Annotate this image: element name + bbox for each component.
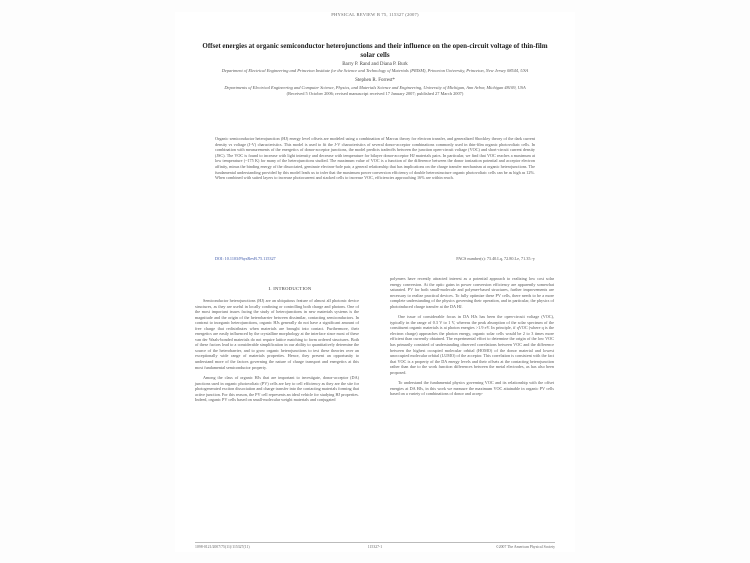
- footer-copyright: ©2007 The American Physical Society: [495, 545, 555, 549]
- abstract: Organic semiconductor heterojunction (HJ) energy level offsets are modeled using a combination of Marcus theory for electron transfer, and generalized Shockley theory of the dark current density vs voltage (J-V) characteristics. This model is used to fit the J-V characteristics of several donor-acceptor combinations commonly used in thin-film organic photovoltaic cells. In combination with measurements of the energetics of donor-acceptor junctions, the model predicts tradeoffs between the junction open-circuit voltage (VOC) and short-circuit current density (JSC). The VOC is found to increase with light intensity and decrease with temperature for bilayer donor-acceptor HJ materials pairs. In particular, we find that VOC reaches a maximum at low temperature (~175 K) for many of the heterojunctions studied. The maximum value of VOC is a function of the difference between the donor ionization potential and acceptor electron affinity, minus the binding energy of the dissociated, geminate electron-hole pair, a general relationship that has implications on the charge transfer mechanism at organic heterojunctions. The fundamental understanding provided by this model leads us to infer that the maximum power conversion efficiency of double heterostructure organic photovoltaic cells can be as high as 12%. When combined with suited layers to increase photocurrent and stacked cells to increase VOC, efficiencies approaching 16% are within reach.: [215, 136, 535, 181]
- section-heading-introduction: I. INTRODUCTION: [268, 286, 312, 291]
- paragraph: Among the class of organic HJs that are important to investigate, donor-acceptor (DA) junctions used in organic photovoltaic (PV) cells are key to cell efficiency as they are the site for photogenerated exciton dissociation and charge transfer into the contacting materials forming that active junction. For this reason, the PV cell represents an ideal vehicle for studying HJ properties. Indeed, organic PV cells based on small-molecular weight materials and conjugated: [195, 375, 359, 403]
- received-dates: (Received 5 October 2006; revised manuscript received 17 January 2007; published 27 March 2007): [286, 90, 464, 96]
- authors-group-2: Stephen R. Forrest*: [355, 78, 395, 84]
- doi-link[interactable]: DOI: 10.1103/PhysRevB.75.115327: [215, 256, 276, 261]
- paragraph: One issue of considerable focus in DA HJs has been the open-circuit voltage (VOC), typically in the range of 0.3 V to 1 V, whereas the peak absorption of the solar spectrum of the constituent organic materials is at photon energies >1.9 eV. In principle, if qVOC (where q is the electron charge) approaches the photon energy, organic solar cells would be 2 to 3 times more efficient than currently obtained. The experimental effort to determine the origin of the low VOC has primarily consisted of understanding observed correlations between VOC and the difference between the highest occupied molecular orbital (HOMO) of the donor material and lowest unoccupied molecular orbital (LUMO) of the acceptor. This correlation is consistent with the fact that VOC is a property of the DA energy levels and their offsets at the contacting heterojunction rather than due to the work function differences between the metal electrodes, as has also been proposed.: [390, 314, 554, 375]
- footer-page-number: 115327-1: [367, 545, 383, 549]
- author-block: [195, 62, 555, 97]
- paragraph: Semiconductor heterojunctions (HJ) are an ubiquitous feature of almost all photonic device structures, as they are useful in locally confining or controlling both charge and photons. One of the most important issues facing the study of heterojunctions in new materials systems is the magnitude and the origin of the heterobarrier between dissimilar, contacting semiconductors. In contrast to inorganic heterojunctions, organic HJs generally do not have a significant amount of free charge that redistributes when materials are brought into contact. Furthermore, their energetics are easily influenced by the crystalline morphology at the interface since most of these van der Waals-bonded materials do not require lattice matching to form ordered structures. Both of these factors lead to a considerable simplification in our ability to quantitatively determine the source of the heterobarrier, and to grow organic heterojunctions to test these theories over an exceptionally wide range of materials properties. Hence, they present an opportunity to understand more of the factors governing the nature of charge transport and energetics at this most fundamental semiconductor property.: [195, 298, 359, 370]
- pacs-numbers: PACS number(s): 73.40.Lq, 72.80.Le, 71.35.-y: [456, 256, 535, 261]
- affiliation-2: Departments of Electrical Engineering and Computer Science, Physics, and Materials Science and Engineering, University of Michigan, Ann Arbor, Michigan 48109, USA: [224, 84, 526, 90]
- page-footer: [195, 545, 555, 552]
- authors-group-1: Barry P. Rand and Diana P. Burk: [342, 62, 408, 67]
- paragraph: To understand the fundamental physics governing VOC and its relationship with the offset energies at DA HJs, in this work we measure the maximum VOC attainable in organic PV cells based on a variety of combinations of donor and accep-: [390, 380, 554, 397]
- footer-divider: [195, 542, 555, 543]
- paper-page: [175, 12, 575, 552]
- affiliation-1: Department of Electrical Engineering and Princeton Institute for the Science and Technology of Materials (PRISM), Princeton University, Princeton, New Jersey 08544, USA: [221, 68, 529, 74]
- paragraph: polymers have recently attracted interest as a potential approach to realizing low cost solar energy conversion. At the optic gains in power conversion efficiency are apparently somewhat saturated. PV for both small-molecule and polymer-based structures, further improvements are necessary to realize practical devices. To fully optimize these PV cells, there needs to be a more complete understanding of the physics governing their operation, and in particular, the physics of photoinduced charge transfer at the DA HJ.: [390, 276, 554, 309]
- body-column-right: [390, 276, 554, 402]
- journal-header: PHYSICAL REVIEW B 75, 115327 (2007): [331, 12, 419, 17]
- footer-issn: 1098-0121/2007/75(11)/115327(11): [195, 545, 250, 549]
- paper-title: Offset energies at organic semiconductor heterojunctions and their influence on the open-circuit voltage of thin-film solar cells: [202, 42, 548, 59]
- body-column-left: [195, 298, 359, 408]
- doi-row: [215, 256, 535, 261]
